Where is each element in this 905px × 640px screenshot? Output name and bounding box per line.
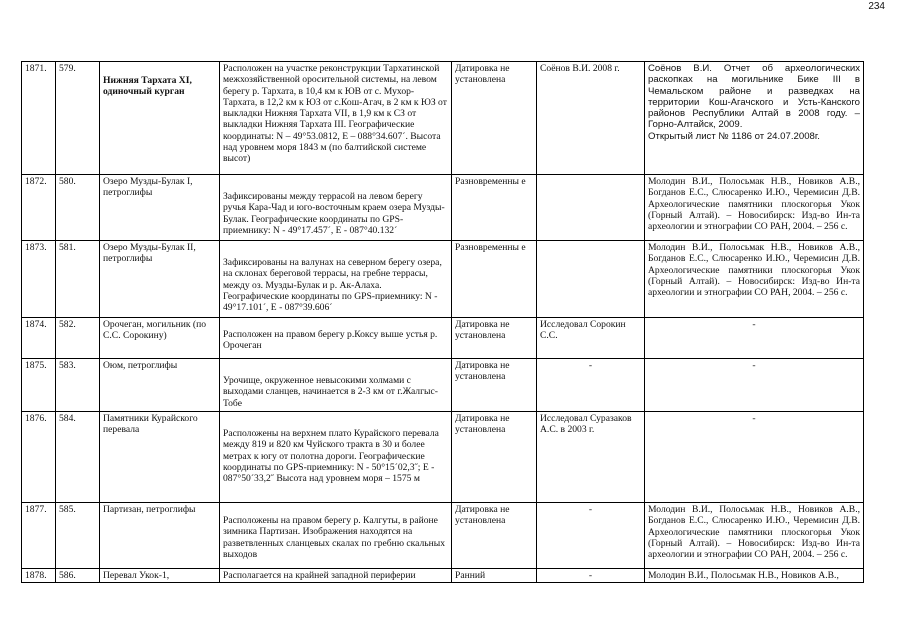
monument-description (220, 318, 452, 359)
row-number: 579. (56, 62, 100, 175)
monument-dating: Датировка не установлена (452, 503, 537, 569)
monument-description: Располагается на крайней западной периферии (220, 569, 452, 583)
monument-name: Оюм, петроглифы (100, 359, 220, 412)
monument-research (537, 503, 645, 569)
row-serial: 1878. (22, 569, 56, 583)
monument-research (537, 175, 645, 241)
monument-dating: Датировка не установлена (452, 359, 537, 412)
monument-description (220, 175, 452, 241)
monument-source: Молодин В.И., Полосьмак Н.В., Новиков А.В., Богданов Е.С., Слюсаренко И.Ю., Черемисин Д.В. Археологические памятники плоскогорья Укок (Горный Алтай). – Новосибирск: Изд-во Ин-та археологии и этнографии СО РАН, 2004. – 256 с. (645, 241, 864, 318)
row-number: 581. (56, 241, 100, 318)
table-row (22, 569, 864, 583)
source-dash: - (752, 319, 756, 330)
row-serial: 1875. (22, 359, 56, 412)
row-serial: 1876. (22, 412, 56, 503)
monument-description-text: Расположены на верхнем плато Курайского перевала между 819 и 820 км Чуйского тракта в 30 и более метрах к югу от полотна дороги. Географические координаты по GPS-приемнику: N - 50°15´02,3˝; E - 087°50´33,2˝ Высота над уровнем моря – 1575 м (223, 428, 439, 485)
row-serial: 1874. (22, 318, 56, 359)
monument-research (537, 569, 645, 583)
row-serial: 1873. (22, 241, 56, 318)
monument-description-text: Расположен на правом берегу р.Коксу выше устья р. Орочеган (223, 329, 438, 352)
row-serial: 1871. (22, 62, 56, 175)
monument-source: Молодин В.И., Полосьмак Н.В., Новиков А.В., Богданов Е.С., Слюсаренко И.Ю., Черемисин Д.В. Археологические памятники плоскогорья Укок (Горный Алтай). – Новосибирск: Изд-во Ин-та археологии и этнографии СО РАН, 2004. – 256 с. (645, 503, 864, 569)
research-dash: - (588, 570, 593, 581)
monument-source (645, 62, 864, 175)
monument-description (220, 503, 452, 569)
monument-source: Молодин В.И., Полосьмак Н.В., Новиков А.В., Богданов Е.С., Слюсаренко И.Ю., Черемисин Д.В. Археологические памятники плоскогорья Укок (Горный Алтай). – Новосибирск: Изд-во Ин-та археологии и этнографии СО РАН, 2004. – 256 с. (645, 175, 864, 241)
row-number: 580. (56, 175, 100, 241)
monument-name-text: Нижняя Тархата XI, одиночный курган (103, 75, 192, 98)
monument-source (645, 318, 864, 359)
monument-research: Исследовал Сорокин С.С. (537, 318, 645, 359)
monument-source (645, 359, 864, 412)
monument-name: Партизан, петроглифы (100, 503, 220, 569)
monument-research: Соёнов В.И. 2008 г. (537, 62, 645, 175)
research-dash: - (588, 360, 593, 371)
monument-dating: Разновременны е (452, 241, 537, 318)
monument-research: Исследовал Суразаков А.С. в 2003 г. (537, 412, 645, 503)
page-number: 234 (868, 1, 885, 12)
monument-description (220, 241, 452, 318)
table-row (22, 175, 864, 241)
table-row (22, 359, 864, 412)
monument-name: Озеро Музды-Булак I, петроглифы (100, 175, 220, 241)
monument-dating: Датировка не установлена (452, 412, 537, 503)
monument-description (220, 412, 452, 503)
monument-description-text: Урочище, окруженное невысокими холмами с выходами сланцев, начинается в 2-3 км от г.Жалгыс-Тобе (223, 375, 438, 409)
source-dash: - (752, 360, 756, 371)
row-number: 583. (56, 359, 100, 412)
monument-description: Расположен на участке реконструкции Тархатинской межхозяйственной оросительной системы, на левом берегу р. Тархата, в 10,4 км к ЮВ от с. Мухор-Тархата, в 12,2 км к ЮЗ от с.Кош-Агач, в 2 км к ЮЗ от выкладки Нижняя Тархата VII, в 1,9 км к СЗ от выкладки Нижняя Тархата III. Географические координаты: N – 49°53.0812, E – 088°34.607´. Высота над уровнем моря 1843 м (по балтийской системе высот) (220, 62, 452, 175)
monument-name: Орочеган, могильник (по С.С. Сорокину) (100, 318, 220, 359)
source-permit: Открытый лист № 1186 от 24.07.2008г. (648, 130, 820, 142)
table-row (22, 412, 864, 503)
monument-name (100, 62, 220, 175)
monument-dating: Датировка не установлена (452, 62, 537, 175)
table-row (22, 241, 864, 318)
monument-dating: Ранний (452, 569, 537, 583)
research-dash: - (588, 504, 593, 515)
monument-research (537, 359, 645, 412)
row-serial: 1877. (22, 503, 56, 569)
row-number: 582. (56, 318, 100, 359)
monument-name: Памятники Курайского перевала (100, 412, 220, 503)
monument-description (220, 359, 452, 412)
row-number: 585. (56, 503, 100, 569)
monument-source: Молодин В.И., Полосьмак Н.В., Новиков А.В., (645, 569, 864, 583)
monument-name: Озеро Музды-Булак II, петроглифы (100, 241, 220, 318)
table-row (22, 62, 864, 175)
monuments-table (21, 61, 864, 583)
source-dash: - (752, 413, 756, 424)
monument-source (645, 412, 864, 503)
monument-description-text: Зафиксированы на валунах на северном берегу озера, на склонах береговой террасы, на гребне террасы, между оз. Музды-Булак и р. Ак-Алаха. Географические координаты по GPS-приемнику: N - 49°17.101´, E - 087°39.606´ (223, 257, 442, 314)
monument-description-text: Расположены на правом берегу р. Калгуты, в районе зимника Партизан. Изображения находятся на разветвленных сланцевых скалах по гребню скальных выходов (223, 515, 446, 560)
source-text: Соёнов В.И. Отчет об археологических раскопках на могильнике Бике III в Чемальском районе и разведках на территории Кош-Агачского и Усть-Канского районов Республики Алтай в 2008 году. – Горно-Алтайск, 2009. (648, 63, 860, 131)
monument-dating: Разновременны е (452, 175, 537, 241)
monument-name: Перевал Укок-1, (100, 569, 220, 583)
row-serial: 1872. (22, 175, 56, 241)
table-row (22, 318, 864, 359)
monument-dating: Датировка не установлена (452, 318, 537, 359)
table-row (22, 503, 864, 569)
monument-description-text: Зафиксированы между террасой на левом берегу ручья Кара-Чад и юго-восточным краем озера Музды-Булак. Географические координаты по GPS-приемнику: N - 49°17.457´, E - 087°40.132´ (223, 191, 445, 236)
row-number: 586. (56, 569, 100, 583)
monument-research (537, 241, 645, 318)
row-number: 584. (56, 412, 100, 503)
